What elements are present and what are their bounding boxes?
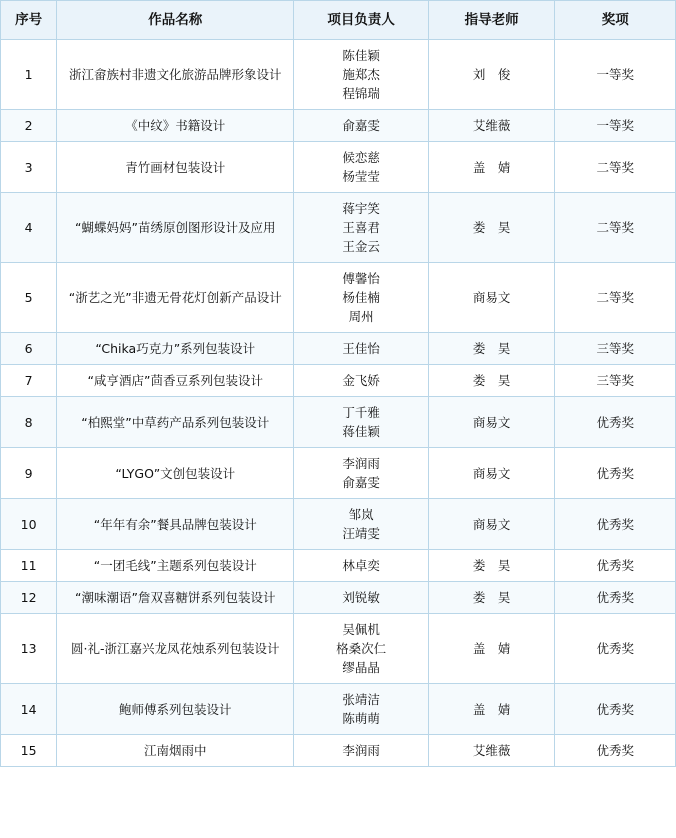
cell-tutor: 商易文: [428, 448, 555, 499]
table-row: [1, 333, 676, 365]
table-row: [1, 735, 676, 767]
cell-tutor: 娄 昊: [428, 550, 555, 582]
cell-work-name: 江南烟雨中: [57, 735, 294, 767]
cell-award: 三等奖: [555, 365, 676, 397]
cell-no: 4: [1, 193, 57, 263]
cell-project-leader: [294, 333, 429, 365]
column-header-tutor: 指导老师: [428, 1, 555, 40]
table-body: [1, 40, 676, 767]
table-row: [1, 582, 676, 614]
cell-award: 二等奖: [555, 142, 676, 193]
column-header-award: 奖项: [555, 1, 676, 40]
table-row: [1, 499, 676, 550]
cell-tutor: 盖 婧: [428, 684, 555, 735]
cell-work-name: “浙艺之光”非遗无骨花灯创新产品设计: [57, 263, 294, 333]
cell-tutor: 娄 昊: [428, 333, 555, 365]
cell-award: 二等奖: [555, 193, 676, 263]
leader-name: 丁千雅: [342, 405, 380, 420]
table-row: [1, 263, 676, 333]
cell-project-leader: [294, 550, 429, 582]
column-header-work: 作品名称: [57, 1, 294, 40]
leader-name: 陈佳颖: [342, 48, 380, 63]
table-row: [1, 684, 676, 735]
table-row: [1, 448, 676, 499]
cell-award: 一等奖: [555, 110, 676, 142]
cell-work-name: “潮味潮语”詹双喜糖饼系列包装设计: [57, 582, 294, 614]
table-row: [1, 550, 676, 582]
cell-project-leader: [294, 614, 429, 684]
cell-no: 13: [1, 614, 57, 684]
cell-project-leader: [294, 365, 429, 397]
leader-name: 林卓奕: [342, 558, 380, 573]
cell-work-name: 《中纹》书籍设计: [57, 110, 294, 142]
cell-award: 优秀奖: [555, 614, 676, 684]
cell-award: 优秀奖: [555, 397, 676, 448]
cell-award: 三等奖: [555, 333, 676, 365]
cell-work-name: “一团毛线”主题系列包装设计: [57, 550, 294, 582]
cell-no: 12: [1, 582, 57, 614]
cell-work-name: “LYGO”文创包装设计: [57, 448, 294, 499]
leader-name: 李润雨: [342, 456, 380, 471]
leader-name: 汪靖雯: [342, 526, 380, 541]
cell-work-name: “蝴蝶妈妈”苗绣原创图形设计及应用: [57, 193, 294, 263]
cell-work-name: “柏熙堂”中草药产品系列包装设计: [57, 397, 294, 448]
cell-award: 优秀奖: [555, 550, 676, 582]
cell-award: 优秀奖: [555, 499, 676, 550]
cell-work-name: 圆·礼-浙江嘉兴龙凤花烛系列包装设计: [57, 614, 294, 684]
cell-work-name: “咸亨酒店”茴香豆系列包装设计: [57, 365, 294, 397]
cell-award: 优秀奖: [555, 684, 676, 735]
cell-award: 优秀奖: [555, 582, 676, 614]
cell-project-leader: [294, 582, 429, 614]
cell-work-name: “Chika巧克力”系列包装设计: [57, 333, 294, 365]
cell-work-name: “年年有余”餐具品牌包装设计: [57, 499, 294, 550]
cell-project-leader: [294, 448, 429, 499]
cell-no: 5: [1, 263, 57, 333]
cell-no: 8: [1, 397, 57, 448]
leader-name: 陈萌萌: [342, 711, 380, 726]
leader-name: 杨佳楠: [342, 290, 380, 305]
table-row: [1, 397, 676, 448]
leader-name: 周州: [348, 309, 374, 324]
table-row: [1, 614, 676, 684]
cell-no: 2: [1, 110, 57, 142]
cell-no: 3: [1, 142, 57, 193]
table-header: [1, 1, 676, 40]
column-header-no: 序号: [1, 1, 57, 40]
cell-tutor: 娄 昊: [428, 582, 555, 614]
leader-name: 金飞娇: [342, 373, 380, 388]
leader-name: 李润雨: [342, 743, 380, 758]
cell-no: 6: [1, 333, 57, 365]
cell-project-leader: [294, 142, 429, 193]
cell-no: 9: [1, 448, 57, 499]
leader-name: 蒋宇笑: [342, 201, 380, 216]
cell-project-leader: [294, 40, 429, 110]
cell-work-name: 浙江畲族村非遗文化旅游品牌形象设计: [57, 40, 294, 110]
cell-project-leader: [294, 110, 429, 142]
leader-name: 傅馨怡: [342, 271, 380, 286]
table-header-row: [1, 1, 676, 40]
leader-name: 王喜君: [342, 220, 380, 235]
cell-tutor: 盖 婧: [428, 142, 555, 193]
cell-tutor: 商易文: [428, 397, 555, 448]
leader-name: 俞嘉雯: [342, 475, 380, 490]
leader-name: 王金云: [342, 239, 380, 254]
cell-tutor: 艾维薇: [428, 110, 555, 142]
leader-name: 吴佩机: [342, 622, 380, 637]
leader-name: 杨莹莹: [342, 169, 380, 184]
leader-name: 刘锐敏: [342, 590, 380, 605]
cell-project-leader: [294, 397, 429, 448]
column-header-leader: 项目负责人: [294, 1, 429, 40]
cell-project-leader: [294, 193, 429, 263]
leader-name: 缪晶晶: [342, 660, 380, 675]
leader-name: 施郑杰: [342, 67, 380, 82]
table-row: [1, 142, 676, 193]
cell-project-leader: [294, 735, 429, 767]
cell-award: 优秀奖: [555, 448, 676, 499]
cell-tutor: 盖 婧: [428, 614, 555, 684]
cell-tutor: 商易文: [428, 499, 555, 550]
leader-name: 张靖洁: [342, 692, 380, 707]
cell-award: 一等奖: [555, 40, 676, 110]
cell-tutor: 娄 昊: [428, 365, 555, 397]
leader-name: 候恋慈: [342, 150, 380, 165]
cell-no: 11: [1, 550, 57, 582]
cell-work-name: 鲍师傅系列包装设计: [57, 684, 294, 735]
leader-name: 格桑次仁: [336, 641, 387, 656]
table-row: [1, 40, 676, 110]
cell-no: 14: [1, 684, 57, 735]
cell-no: 15: [1, 735, 57, 767]
cell-tutor: 商易文: [428, 263, 555, 333]
cell-work-name: 青竹画材包装设计: [57, 142, 294, 193]
table-row: [1, 110, 676, 142]
cell-tutor: 艾维薇: [428, 735, 555, 767]
cell-project-leader: [294, 684, 429, 735]
leader-name: 蒋佳颖: [342, 424, 380, 439]
leader-name: 俞嘉雯: [342, 118, 380, 133]
leader-name: 邹岚: [348, 507, 374, 522]
leader-name: 王佳怡: [342, 341, 380, 356]
cell-project-leader: [294, 499, 429, 550]
cell-tutor: 刘 俊: [428, 40, 555, 110]
table-row: [1, 365, 676, 397]
cell-no: 1: [1, 40, 57, 110]
cell-no: 10: [1, 499, 57, 550]
cell-tutor: 娄 昊: [428, 193, 555, 263]
cell-no: 7: [1, 365, 57, 397]
cell-project-leader: [294, 263, 429, 333]
table-row: [1, 193, 676, 263]
cell-award: 优秀奖: [555, 735, 676, 767]
leader-name: 程锦瑞: [342, 86, 380, 101]
cell-award: 二等奖: [555, 263, 676, 333]
